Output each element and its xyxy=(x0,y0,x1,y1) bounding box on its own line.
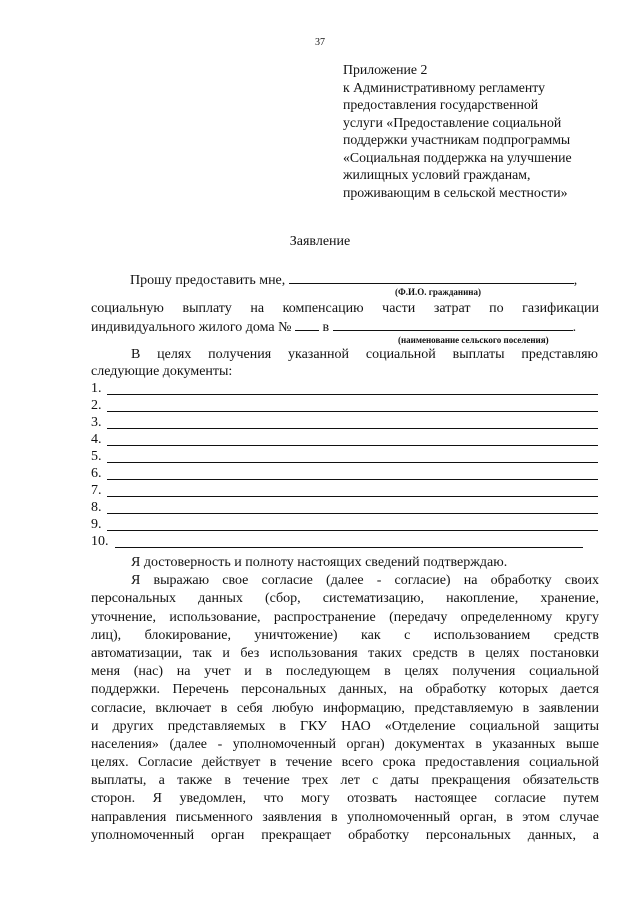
document-item-number: 7. xyxy=(91,483,102,498)
document-item xyxy=(91,517,598,534)
request-comma: , xyxy=(573,273,578,288)
document-item-number: 8. xyxy=(91,500,102,515)
house-period: . xyxy=(572,320,577,335)
document-item-field[interactable] xyxy=(107,462,598,463)
document-item-field[interactable] xyxy=(107,479,598,480)
declaration-line: целях. Согласие действует в течение всего срока предоставления социальной xyxy=(91,755,599,771)
declaration-line: поддержки. Перечень персональных данных, на обработку которых дается xyxy=(91,682,599,698)
document-item-number: 4. xyxy=(91,432,102,447)
document-item xyxy=(91,398,598,415)
document-title: Заявление xyxy=(289,234,351,249)
document-item-field[interactable] xyxy=(107,394,598,395)
declaration-line: персональных данных (сбор, систематизацию, накопление, хранение, xyxy=(91,591,599,607)
declaration xyxy=(91,554,599,863)
document-item-field[interactable] xyxy=(107,428,598,429)
document-item-field[interactable] xyxy=(107,513,598,514)
declaration-line: меня (нас) на учет и в последующем в целях получения социальной xyxy=(91,664,599,680)
declaration-line: сторон. Я уведомлен, что могу отозвать настоящее согласие путем xyxy=(91,791,599,807)
house-text: индивидуального жилого дома № xyxy=(91,320,292,335)
declaration-line: Я выражаю свое согласие (далее - согласие) на обработку своих xyxy=(131,573,599,589)
house-line xyxy=(91,318,599,336)
page-number: 37 xyxy=(315,37,325,48)
appendix-line: проживающим в сельской местности» xyxy=(343,184,568,200)
document-item-field[interactable] xyxy=(107,445,598,446)
appendix-line: предоставления государственной xyxy=(343,97,539,112)
document-item xyxy=(91,415,598,432)
document-item xyxy=(91,449,598,466)
document-item xyxy=(91,466,598,483)
house-in: в xyxy=(322,320,330,335)
settlement-caption: (наименование сельского поселения) xyxy=(398,335,549,345)
document-item xyxy=(91,432,598,449)
settlement-field[interactable] xyxy=(333,318,573,331)
appendix-header xyxy=(343,61,633,201)
document-item-field[interactable] xyxy=(107,530,598,531)
document-item-field[interactable] xyxy=(115,547,583,548)
appendix-line: поддержки участникам подпрограммы xyxy=(343,132,571,147)
declaration-line: направления письменного заявления в уполномоченный орган, в этом случае xyxy=(91,809,599,825)
declaration-line: выплаты, а также в течение трех лет с даты прекращения обязательств xyxy=(91,773,599,789)
document-item xyxy=(91,381,598,398)
document-item-number: 9. xyxy=(91,517,102,532)
appendix-line: услуги «Предоставление социальной xyxy=(343,114,562,130)
declaration-line: согласие, включает в себя любую информацию, представляемую в заявлении xyxy=(91,700,599,716)
request-line xyxy=(130,271,600,289)
declaration-line: населения» (далее - уполномоченный орган) документах в указанных выше xyxy=(91,736,599,752)
document-item-number: 1. xyxy=(91,381,102,396)
documents-intro-line: В целях получения указанной социальной выплаты представляю xyxy=(131,347,598,362)
declaration-line: Я достоверность и полноту настоящих сведений подтверждаю. xyxy=(131,555,508,570)
declaration-line: автоматизации, так и без использования таких средств в целях постановки xyxy=(91,645,599,661)
documents-intro-line: следующие документы: xyxy=(91,364,233,379)
purpose-line: социальную выплату на компенсацию части затрат по газификации xyxy=(91,301,599,316)
declaration-line: уполномоченный орган прекращает обработку персональных данных, а xyxy=(91,827,599,843)
appendix-line: «Социальная поддержка на улучшение xyxy=(343,149,572,165)
declaration-line xyxy=(91,845,599,863)
document-item-number: 5. xyxy=(91,449,102,464)
document-item-field[interactable] xyxy=(107,496,598,497)
document-item-number: 10. xyxy=(91,534,109,549)
appendix-line: жилищных условий гражданам, xyxy=(343,167,531,182)
declaration-line: и других представляемых в ГКУ НАО «Отделение социальной защиты xyxy=(91,718,599,734)
declaration-line: уточнение, использование, распространение (передачу определенному кругу xyxy=(91,609,599,625)
document-item-number: 2. xyxy=(91,398,102,413)
house-number-field[interactable] xyxy=(295,318,319,331)
full-name-field[interactable] xyxy=(289,271,574,284)
document-item-field[interactable] xyxy=(107,411,598,412)
full-name-caption: (Ф.И.О. гражданина) xyxy=(395,287,481,297)
document-item-number: 3. xyxy=(91,415,102,430)
declaration-line: лиц), блокирование, уничтожение) как с использованием средств xyxy=(91,627,599,643)
appendix-line: к Административному регламенту xyxy=(343,79,546,95)
request-prefix: Прошу предоставить мне, xyxy=(130,273,286,288)
appendix-line: Приложение 2 xyxy=(343,62,428,77)
document-item xyxy=(91,500,598,517)
document-item xyxy=(91,534,598,551)
document-item-number: 6. xyxy=(91,466,102,481)
document-item xyxy=(91,483,598,500)
